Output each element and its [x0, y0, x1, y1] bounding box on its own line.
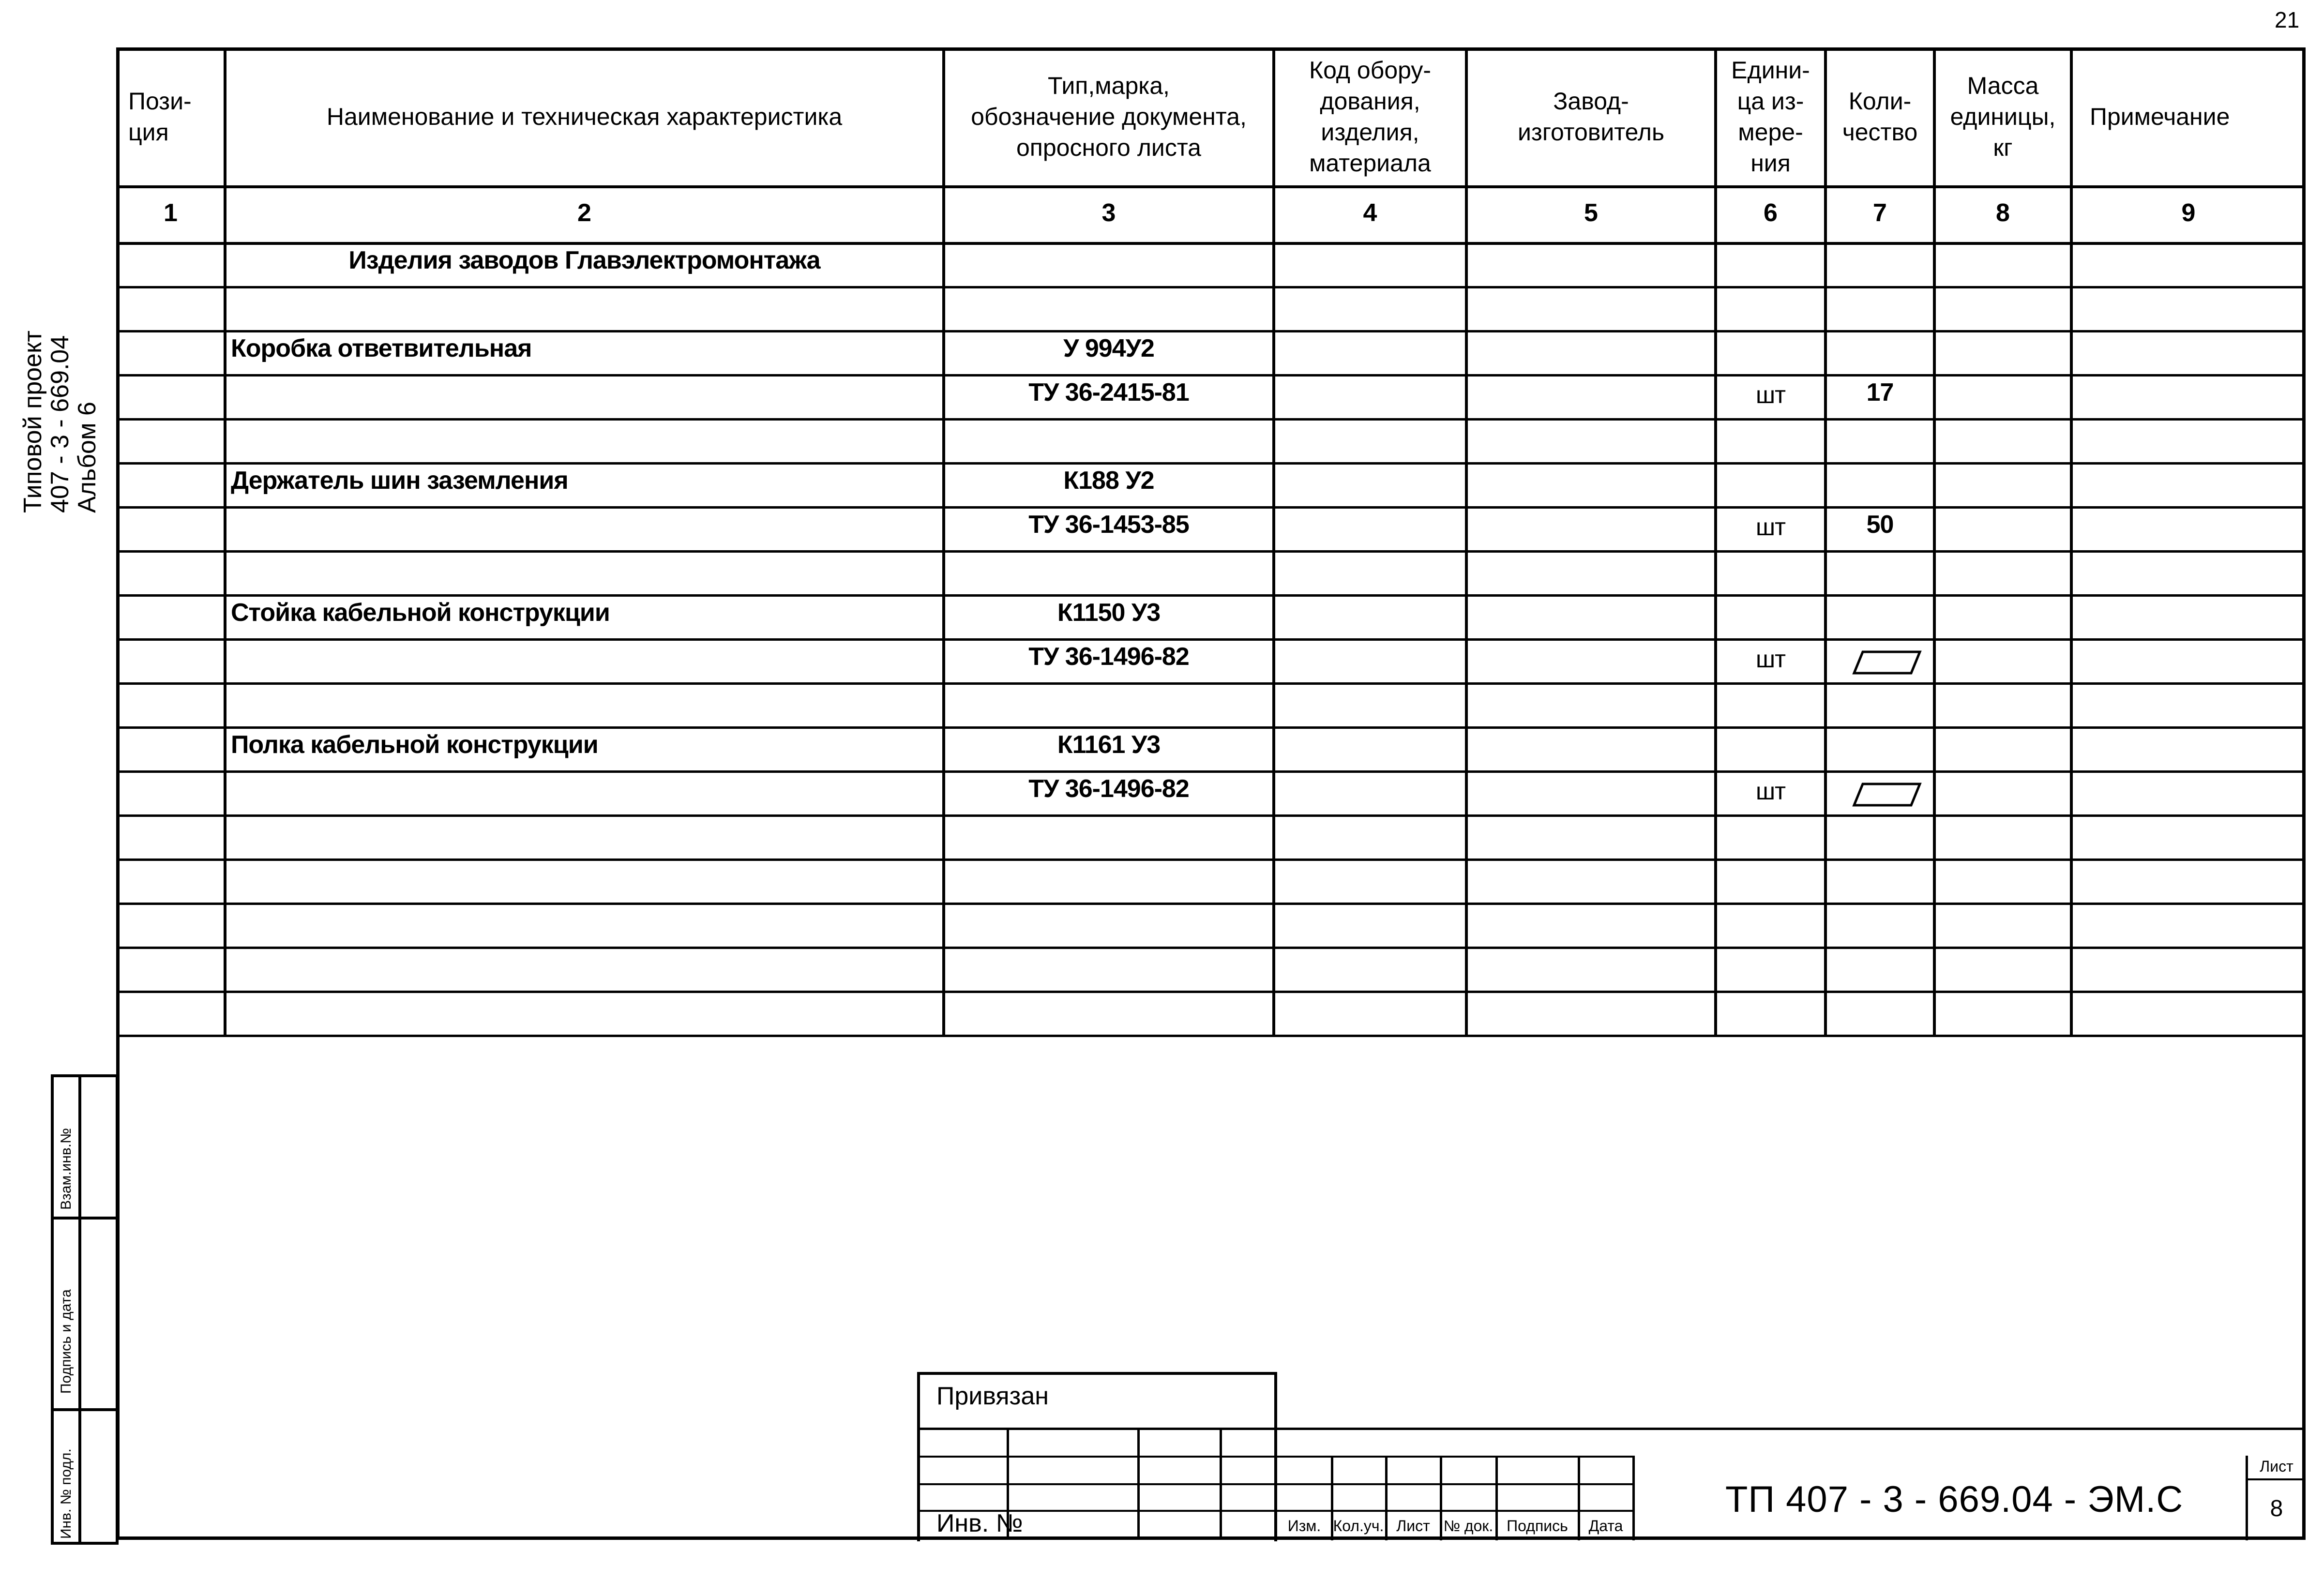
stamp-label-podpis: Подпись и дата — [58, 1289, 74, 1394]
column-header-1: Пози- ция — [128, 87, 192, 146]
item-type: ТУ 36-2415-81 — [1028, 378, 1189, 407]
stamp-list-label: Лист — [2260, 1458, 2293, 1475]
side-title-line3: Альбом 6 — [73, 402, 101, 513]
item-type: ТУ 36-1496-82 — [1028, 775, 1189, 803]
row-divider — [116, 947, 2306, 949]
row-divider — [116, 374, 2306, 376]
column-number-1: 1 — [164, 199, 178, 227]
item-name: Изделия заводов Главэлектромонтажа — [348, 246, 820, 274]
column-divider — [1465, 47, 1468, 1035]
column-divider — [1824, 47, 1827, 1035]
stamp-n-dok: № док. — [1443, 1517, 1493, 1535]
stamp-label-inv: Инв. № подл. — [58, 1448, 74, 1539]
column-header-7: Коли- чество — [1842, 87, 1918, 146]
header-divider — [116, 185, 2306, 188]
column-header-5: Завод- изготовитель — [1517, 87, 1665, 146]
item-unit: шт — [1755, 646, 1785, 673]
column-divider — [1933, 47, 1936, 1035]
item-quantity: 17 — [1866, 378, 1894, 407]
item-type: К188 У2 — [1063, 467, 1154, 495]
column-number-4: 4 — [1363, 199, 1377, 227]
item-type: К1161 У3 — [1057, 731, 1161, 759]
quantity-placeholder-box — [1852, 649, 1925, 678]
column-header-4: Код обору- дования, изделия, материала — [1309, 56, 1432, 177]
document-designation: ТП 407 - 3 - 669.04 - ЭМ.С — [1725, 1479, 2184, 1520]
column-number-9: 9 — [2181, 199, 2196, 227]
item-type: ТУ 36-1453-85 — [1028, 511, 1189, 539]
column-number-8: 8 — [1996, 199, 2010, 227]
row-divider — [116, 1035, 2306, 1037]
column-header-2: Наименование и техническая характеристика — [326, 103, 843, 130]
row-divider — [116, 682, 2306, 685]
column-divider — [942, 47, 945, 1035]
number-row-divider — [116, 242, 2306, 245]
row-divider — [116, 286, 2306, 288]
item-quantity: 50 — [1866, 511, 1894, 539]
side-title-line1: Типовой проект — [19, 330, 47, 513]
stamp-podpis: Подпись — [1507, 1517, 1568, 1535]
stamp-label-vzam: Взам.инв.№ — [58, 1128, 74, 1210]
item-type: К1150 У3 — [1057, 599, 1161, 627]
row-divider — [116, 330, 2306, 332]
column-number-3: 3 — [1101, 199, 1116, 227]
quantity-placeholder-box — [1852, 781, 1925, 810]
page-number: 21 — [2275, 7, 2300, 32]
column-header-6: Едини- ца из- мере- ния — [1731, 56, 1810, 177]
column-number-2: 2 — [577, 199, 591, 227]
column-number-5: 5 — [1584, 199, 1598, 227]
item-unit: шт — [1755, 778, 1785, 805]
row-divider — [116, 814, 2306, 817]
column-header-3: Тип,марка, обозначение документа, опросного листа — [971, 72, 1247, 161]
column-divider — [1272, 47, 1275, 1035]
row-divider — [116, 858, 2306, 861]
row-divider — [116, 462, 2306, 465]
item-name: Стойка кабельной конструкции — [231, 599, 610, 627]
row-divider — [116, 903, 2306, 905]
column-divider — [224, 47, 226, 1035]
stamp-inv-no: Инв. № — [936, 1509, 1023, 1537]
item-name: Коробка ответвительная — [231, 334, 532, 362]
item-type: У 994У2 — [1063, 334, 1154, 362]
item-name: Полка кабельной конструкции — [231, 731, 598, 759]
column-number-7: 7 — [1873, 199, 1887, 227]
row-divider — [116, 726, 2306, 729]
column-header-8: Масса единицы, кг — [1950, 72, 2056, 161]
row-divider — [116, 770, 2306, 773]
stamp-list: Лист — [1396, 1517, 1430, 1535]
item-name: Держатель шин заземления — [231, 467, 568, 495]
stamp-data: Дата — [1588, 1517, 1623, 1535]
row-divider — [116, 594, 2306, 597]
stamp-list-number: 8 — [2270, 1496, 2283, 1521]
row-divider — [116, 638, 2306, 641]
side-title-line2: 407 - 3 - 669.04 — [46, 335, 74, 513]
item-unit: шт — [1755, 381, 1785, 408]
side-title — [19, 330, 101, 513]
column-divider — [2070, 47, 2073, 1035]
stamp-kol-uch: Кол.уч. — [1333, 1517, 1384, 1535]
column-divider — [1714, 47, 1717, 1035]
column-header-9: Примечание — [2090, 103, 2230, 130]
row-divider — [116, 506, 2306, 509]
item-type: ТУ 36-1496-82 — [1028, 643, 1189, 671]
row-divider — [116, 550, 2306, 553]
item-unit: шт — [1755, 513, 1785, 541]
stamp-izm: Изм. — [1287, 1517, 1321, 1535]
row-divider — [116, 991, 2306, 993]
stamp-privyazan: Привязан — [936, 1382, 1049, 1410]
column-number-6: 6 — [1764, 199, 1778, 227]
row-divider — [116, 418, 2306, 421]
